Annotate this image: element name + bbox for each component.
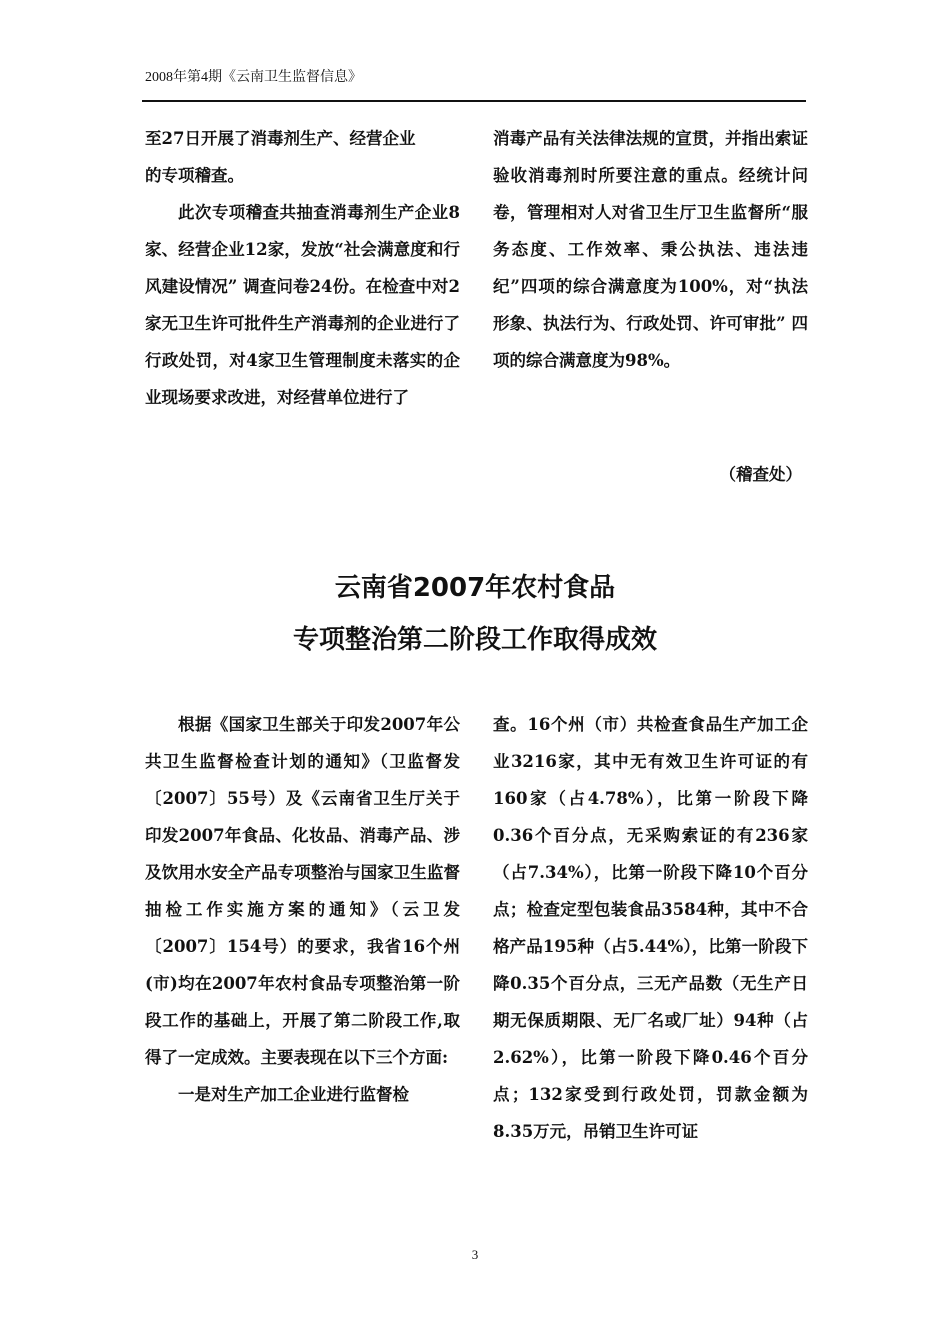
- text-line: 至27日开展了消毒剂生产、经营企业: [145, 129, 416, 148]
- article-title-line2: 专项整治第二阶段工作取得成效: [292, 625, 657, 655]
- signature: （稽查处）: [719, 465, 802, 484]
- paragraph: 消毒产品有关法律法规的宣贯，并指出索证验收消毒剂时所要注意的重点。经统计问卷，管理相对人对省卫生厅卫生监督所“服务态度、工作效率、秉公执法、违法违纪”四项的综合满意度为100%，对“执法形象、执法行为、行政处罚、许可审批” 四项的综合满意度为98%。: [493, 129, 808, 370]
- paragraph: 根据《国家卫生部关于印发2007年公共卫生监督检查计划的通知》（卫监督发〔2007〕55号）及《云南省卫生厅关于印发2007年食品、化妆品、消毒产品、涉及饮用水安全产品专项整治与国家卫生监督抽检工作实施方案的通知》（云卫发〔2007〕154号）的要求，我省16个州(市)均在2007年农村食品专项整治第一阶段工作的基础上，开展了第二阶段工作,取得了一定成效。主要表现在以下三个方面:: [145, 715, 460, 1067]
- text-line: 的专项稽查。: [145, 166, 244, 185]
- article-title-line1: 云南省2007年农村食品: [334, 573, 616, 603]
- page-number: 3: [471, 1247, 479, 1262]
- paragraph: 查。16个州（市）共检查食品生产加工企业3216家，其中无有效卫生许可证的有160家（占4.78%），比第一阶段下降0.36个百分点，无采购索证的有236家（占7.34%），比第一阶段下降10个百分点；检查定型包装食品3584种，其中不合格产品195种（占5.44%），比第一阶段下降0.35个百分点，三无产品数（无生产日期无保质期限、无厂名或厂址）94种（占2.62%），比第一阶段下降0.46个百分点；132家受到行政处罚，罚款金额为8.35万元，吊销卫生许可证: [493, 715, 808, 1141]
- section1-left-column: [145, 120, 460, 416]
- running-header: 2008年第4期《云南卫生监督信息》: [145, 70, 362, 85]
- article-right-column: [493, 706, 808, 1150]
- paragraph: 一是对生产加工企业进行监督检: [178, 1085, 409, 1104]
- section1-right-column: [493, 120, 808, 379]
- paragraph: 此次专项稽查共抽查消毒剂生产企业8家、经营企业12家，发放“社会满意度和行风建设情况” 调查问卷24份。在检查中对2家无卫生许可批件生产消毒剂的企业进行了行政处罚，对4家卫生管理制度未落实的企业现场要求改进，对经营单位进行了: [145, 203, 460, 407]
- article-left-column: [145, 706, 460, 1113]
- header-divider: [142, 100, 806, 102]
